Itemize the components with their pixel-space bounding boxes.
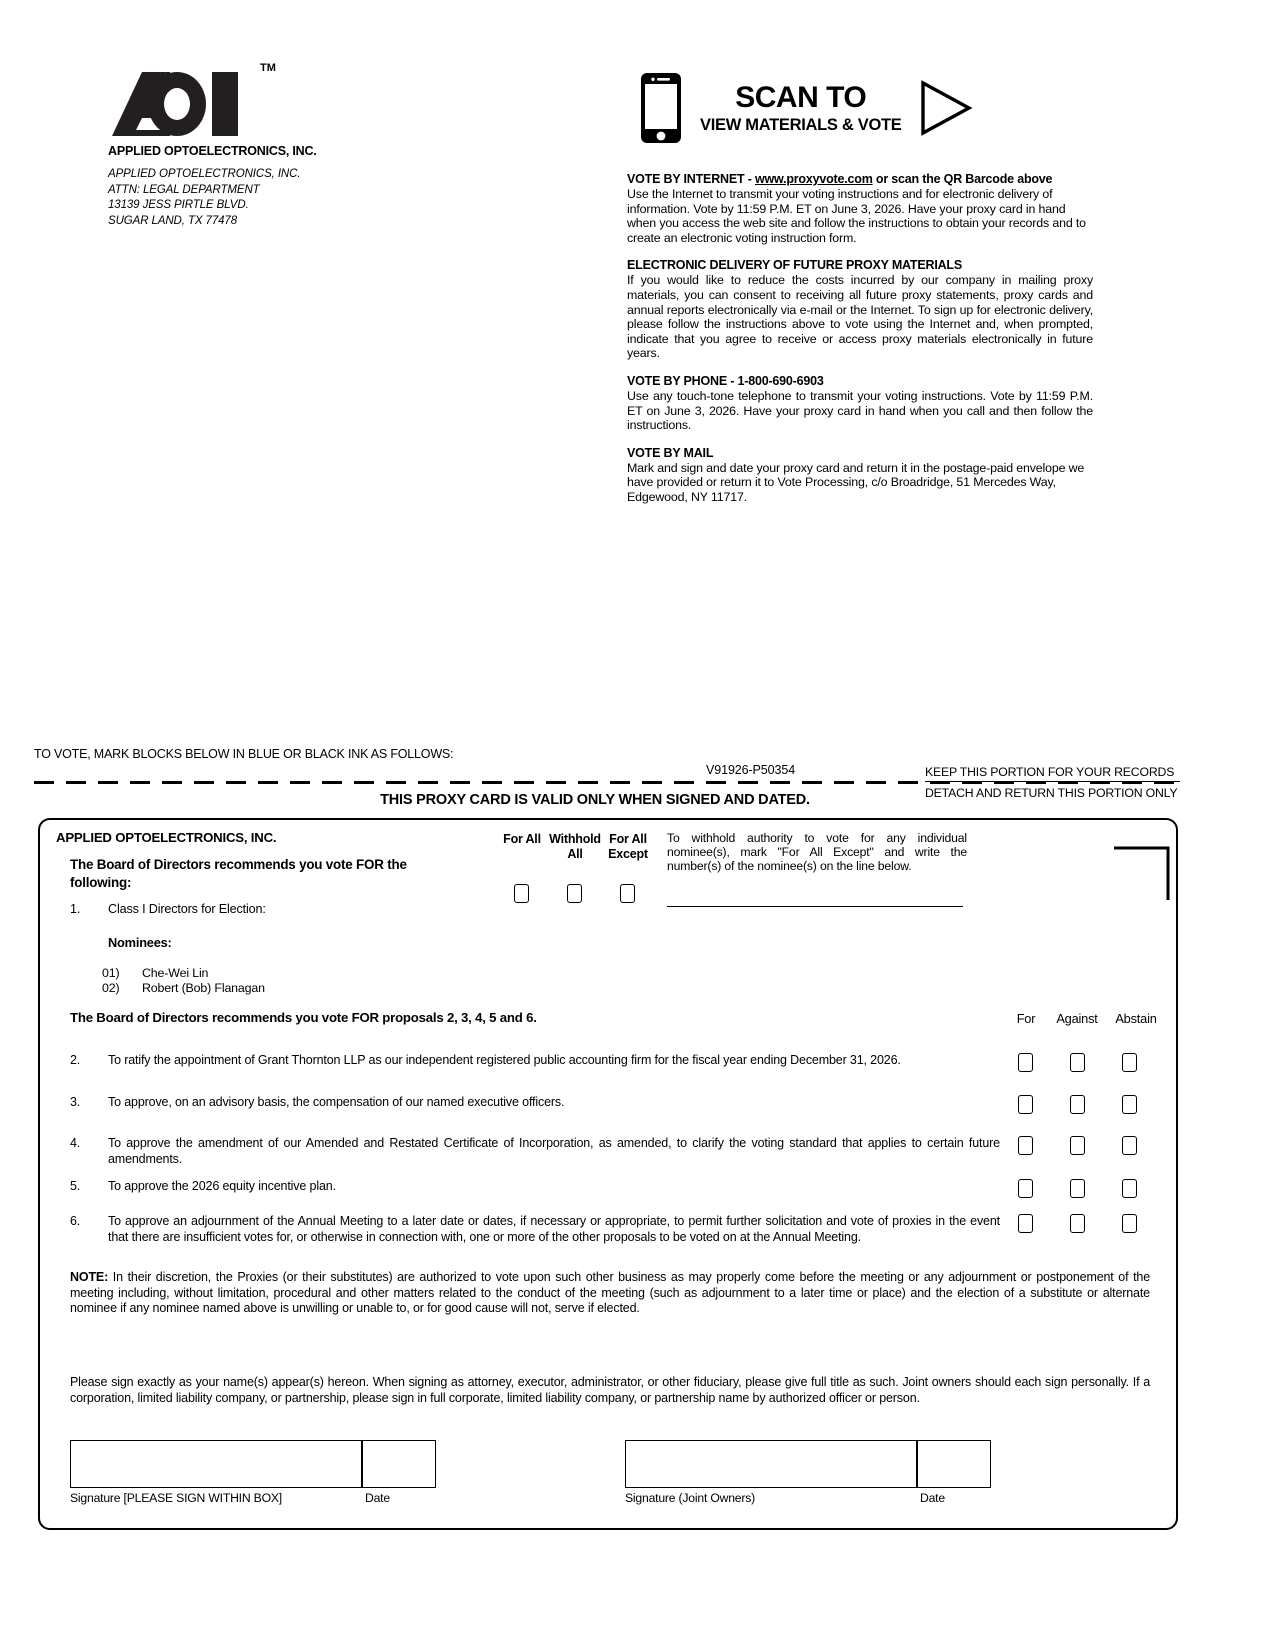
checkbox-against[interactable]	[1070, 1136, 1085, 1155]
proposal-1	[70, 902, 266, 916]
aoi-logo-mark	[108, 62, 276, 140]
mark-blocks-note: TO VOTE, MARK BLOCKS BELOW IN BLUE OR BLACK INK AS FOLLOWS:	[34, 747, 454, 761]
mailing-address	[108, 167, 428, 229]
company-logo-block	[108, 62, 428, 229]
proposal-number: 6.	[70, 1214, 81, 1228]
signature-box-joint[interactable]	[625, 1440, 917, 1488]
proposal-1-text: Class I Directors for Election:	[108, 902, 266, 916]
control-number: V91926-P50354	[706, 763, 796, 777]
scan-to-label: SCAN TO	[735, 80, 867, 114]
proposal-number: 2.	[70, 1053, 81, 1067]
date-label-primary: Date	[365, 1491, 390, 1505]
aoi-wordmark-icon	[108, 68, 268, 140]
checkbox-for[interactable]	[1018, 1179, 1033, 1198]
proposal-number: 4.	[70, 1136, 81, 1150]
checkbox-for[interactable]	[1018, 1095, 1033, 1114]
valid-when-signed-note: THIS PROXY CARD IS VALID ONLY WHEN SIGNED AND DATED.	[380, 792, 810, 808]
proposal-1-number: 1.	[70, 902, 81, 916]
date-box-joint[interactable]	[917, 1440, 991, 1488]
corner-bracket-mark	[1112, 846, 1170, 902]
vote-by-mail-heading: VOTE BY MAIL	[627, 445, 714, 460]
proposal-row	[70, 1179, 1000, 1195]
vbi-prefix: VOTE BY INTERNET -	[627, 172, 755, 186]
play-triangle-icon	[919, 80, 973, 136]
column-header-withhold-all: Withhold All	[549, 832, 601, 861]
proposal-number: 3.	[70, 1095, 81, 1109]
note-text: In their discretion, the Proxies (or their substitutes) are authorized to vote upon such other business as may properly come before the meeting or any adjournment or postponement of the meeting including, without limitation, procedural and other matters related to the conduct of the meeting (such as adjournment to a later time or place) and the election of a substitute or alternate nominee if any nominee named above is unwilling or unable to, or for good cause will not, serve if elected.	[70, 1270, 1150, 1315]
checkbox-for[interactable]	[1018, 1214, 1033, 1233]
view-materials-label: VIEW MATERIALS & VOTE	[700, 115, 902, 134]
signature-label-primary: Signature [PLEASE SIGN WITHIN BOX]	[70, 1491, 282, 1505]
vote-by-phone-body: Use any touch-tone telephone to transmit your voting instructions. Vote by 11:59 P.M. ET on June 3, 2026. Have your proxy card in hand when you call and then follow the instructions.	[627, 388, 1093, 433]
withhold-authority-note: To withhold authority to vote for any individual nominee(s), mark "For All Except" and write the number(s) of the nominee(s) on the line below.	[667, 831, 967, 874]
electronic-delivery-body: If you would like to reduce the costs incurred by our company in mailing proxy materials, you can consent to receiving all future proxy statements, proxy cards and annual reports electronically via e-mail or the Internet. To sign up for electronic delivery, please follow the instructions above to vote using the Internet and, when prompted, indicate that you agree to receive or access proxy materials electronically in future years.	[627, 273, 1093, 361]
checkbox-for-all[interactable]	[514, 884, 529, 903]
checkbox-against[interactable]	[1070, 1053, 1085, 1072]
proposal-row	[70, 1214, 1000, 1245]
vote-by-mail-body: Mark and sign and date your proxy card and return it in the postage-paid envelope we have provided or return it to Vote Processing, c/o Broadridge, 51 Mercedes Way, Edgewood, NY 11717.	[627, 460, 1085, 504]
column-header-for-all-except: For All Except	[608, 832, 648, 861]
vote-by-internet-body: Use the Internet to transmit your voting instructions and for electronic delivery of information. Vote by 11:59 P.M. ET on June 3, 2026. Have your proxy card in hand when you access the web site and follow the instructions to obtain your records and to create an electronic voting instruction form.	[627, 187, 1086, 245]
proposal-text: To ratify the appointment of Grant Thornton LLP as our independent registered public accounting firm for the fiscal year ending December 31, 2026.	[108, 1053, 901, 1067]
address-line: 13139 JESS PIRTLE BLVD.	[108, 199, 249, 211]
discretion-note	[70, 1270, 1150, 1317]
scan-to-vote-banner	[640, 72, 973, 144]
proposal-row	[70, 1095, 1000, 1111]
checkbox-against[interactable]	[1070, 1214, 1085, 1233]
proposal-text: To approve, on an advisory basis, the compensation of our named executive officers.	[108, 1095, 565, 1109]
nominee-number: 02)	[102, 981, 120, 995]
trademark-symbol: TM	[260, 62, 276, 74]
proposal-text: To approve the amendment of our Amended and Restated Certificate of Incorporation, as amended, to clarify the voting standard that applies to certain future amendments.	[108, 1136, 1000, 1166]
proxyvote-link[interactable]: www.proxyvote.com	[754, 172, 873, 186]
nominee-item	[102, 966, 208, 980]
logo-caption: APPLIED OPTOELECTRONICS, INC.	[108, 144, 317, 158]
date-label-joint: Date	[920, 1491, 945, 1505]
checkbox-abstain[interactable]	[1122, 1136, 1137, 1155]
voting-instructions	[627, 172, 1093, 518]
vote-by-internet-block	[627, 172, 1093, 245]
proposal-text: To approve the 2026 equity incentive plan.	[108, 1179, 336, 1193]
vote-by-mail-block	[627, 446, 1093, 505]
proposal-row	[70, 1053, 1000, 1069]
checkbox-for[interactable]	[1018, 1136, 1033, 1155]
board-recommendation-1: The Board of Directors recommends you vote FOR the following:	[70, 857, 407, 890]
board-recommendation-2: The Board of Directors recommends you vote FOR proposals 2, 3, 4, 5 and 6.	[70, 1010, 537, 1025]
nominee-number-write-in-line[interactable]	[667, 906, 963, 907]
checkbox-withhold-all[interactable]	[567, 884, 582, 903]
nominee-name: Che-Wei Lin	[142, 966, 209, 980]
checkbox-against[interactable]	[1070, 1095, 1085, 1114]
signature-box-primary[interactable]	[70, 1440, 362, 1488]
electronic-delivery-block	[627, 258, 1093, 361]
proposal-text: To approve an adjournment of the Annual Meeting to a later date or dates, if necessary or appropriate, to permit further solicitation and vote of proxies in the event that there are insufficient votes for, or otherwise in connection with, one or more of the other proposals to be voted on at the Annual Meeting.	[108, 1214, 1000, 1244]
nominee-name: Robert (Bob) Flanagan	[142, 981, 265, 995]
proxy-card	[38, 818, 1178, 1530]
scan-banner-text	[700, 80, 902, 134]
checkbox-abstain[interactable]	[1122, 1053, 1137, 1072]
vote-by-phone-block	[627, 374, 1093, 433]
vote-by-phone-heading: VOTE BY PHONE - 1-800-690-6903	[627, 373, 824, 388]
column-header-against: Against	[1056, 1011, 1098, 1026]
note-label: NOTE:	[70, 1270, 109, 1284]
date-box-primary[interactable]	[362, 1440, 436, 1488]
checkbox-for[interactable]	[1018, 1053, 1033, 1072]
proposal-row	[70, 1136, 1000, 1167]
card-company-name: APPLIED OPTOELECTRONICS, INC.	[56, 830, 277, 845]
vbi-suffix: or scan the QR Barcode above	[872, 172, 1053, 186]
column-header-for-all: For All	[503, 832, 541, 846]
address-line: SUGAR LAND, TX 77478	[108, 214, 238, 227]
proposal-number: 5.	[70, 1179, 81, 1193]
checkbox-abstain[interactable]	[1122, 1214, 1137, 1233]
signature-instructions: Please sign exactly as your name(s) appear(s) hereon. When signing as attorney, executor, administrator, or other fiduciary, please give full title as such. Joint owners should each sign personally. If a corporation, limited liability company, or partnership, please sign in full corporate, limited liability company, or partnership name by authorized officer or person.	[70, 1375, 1150, 1405]
address-line: ATTN: LEGAL DEPARTMENT	[108, 183, 260, 196]
vote-by-internet-heading	[627, 172, 1093, 187]
keep-portion-note: KEEP THIS PORTION FOR YOUR RECORDS	[925, 765, 1175, 779]
nominee-number: 01)	[102, 966, 120, 980]
column-header-abstain: Abstain	[1115, 1011, 1157, 1026]
nominees-label: Nominees:	[108, 935, 172, 950]
address-line: APPLIED OPTOELECTRONICS, INC.	[108, 168, 301, 180]
nominee-item	[102, 981, 265, 995]
mobile-phone-icon	[640, 72, 682, 144]
checkbox-abstain[interactable]	[1122, 1179, 1137, 1198]
signature-label-joint: Signature (Joint Owners)	[625, 1491, 755, 1505]
checkbox-abstain[interactable]	[1122, 1095, 1137, 1114]
keep-portion-rule	[925, 781, 1180, 782]
checkbox-for-all-except[interactable]	[620, 884, 635, 903]
checkbox-against[interactable]	[1070, 1179, 1085, 1198]
detach-portion-note: DETACH AND RETURN THIS PORTION ONLY	[925, 786, 1178, 800]
column-header-for: For	[1016, 1011, 1036, 1026]
electronic-delivery-heading: ELECTRONIC DELIVERY OF FUTURE PROXY MATERIALS	[627, 258, 963, 273]
